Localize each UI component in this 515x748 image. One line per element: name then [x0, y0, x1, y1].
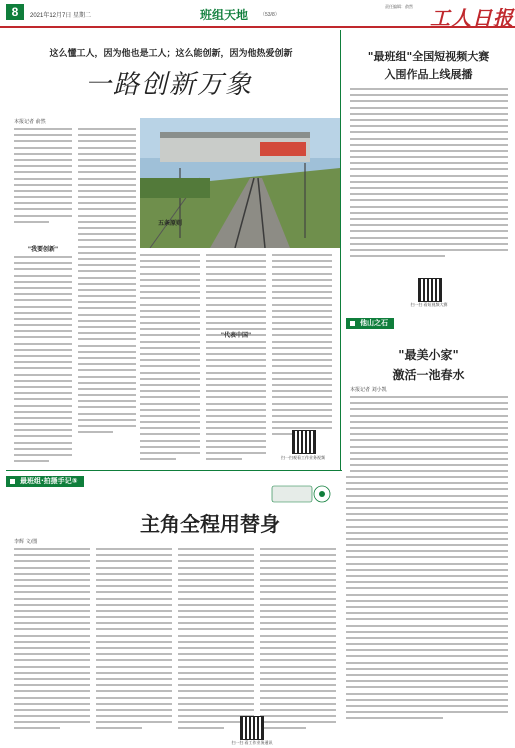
- qr-caption-lead: 扫一扫观看工作业务视频: [281, 455, 325, 460]
- lead-column-2: [78, 128, 136, 437]
- right-headline-2: 入围作品上线展播: [384, 68, 473, 81]
- lead-subhead-2: 五条原则: [157, 220, 182, 227]
- right-headline-4: 激活一池春水: [392, 368, 465, 382]
- tag-other-mountain: 他山之石: [346, 318, 394, 329]
- lead-headline: 这么懂工人，因为他也是工人；这么能创新，因为他热爱创新: [49, 49, 293, 59]
- feature-byline: 李辉 文/图: [14, 539, 38, 545]
- qr-caption-contest: 扫一扫 看短视频大赛: [410, 302, 448, 307]
- lead-column-1b: [14, 256, 72, 466]
- right-article-2: [350, 396, 508, 483]
- lead-byline: 本报记者 俞然: [14, 119, 46, 125]
- lead-column-1: [14, 128, 72, 227]
- feature-column-2: [96, 548, 172, 734]
- section-title: 班组天地: [200, 8, 249, 22]
- qr-caption-feature: 扫一扫 看工作业务通讯: [231, 740, 273, 745]
- feature-headline: 主角全程用替身: [140, 512, 280, 536]
- qr-code-feature: [240, 716, 264, 740]
- qr-code-lead: [292, 430, 316, 454]
- lead-column-3: [140, 254, 200, 464]
- lead-calligraphy-title: 一路创新万象: [84, 70, 253, 100]
- section-suffix: （53/8）: [260, 12, 280, 18]
- column-divider: [340, 30, 341, 470]
- right-article-1: [350, 88, 508, 261]
- feature-column-5: [346, 476, 508, 724]
- right-headline-1: "最班组"全国短视频大赛: [367, 50, 490, 63]
- lead-subhead-1: "我要创新": [27, 246, 59, 253]
- tag-photo-notes: 最班组·拍摄手记⑤: [6, 476, 84, 487]
- feature-column-4: [260, 548, 336, 734]
- right-byline: 本报记者 刘小凯: [350, 387, 387, 393]
- editor-contact: 责任编辑：俞然: [385, 4, 413, 9]
- masthead: [0, 0, 515, 28]
- issue-date: 2021年12月7日 星期二: [30, 13, 92, 19]
- film-ornament-icon: [270, 482, 340, 506]
- section-divider: [6, 470, 342, 471]
- feature-column-1: [14, 548, 90, 734]
- feature-column-3: [178, 548, 254, 734]
- lead-photo: [140, 118, 340, 248]
- qr-code-contest: [418, 278, 442, 302]
- lead-column-5: [272, 254, 332, 440]
- lead-subhead-3: "代表中国": [220, 332, 252, 339]
- page-number: 8: [6, 4, 24, 20]
- right-headline-3: "最美小家": [398, 348, 459, 362]
- newspaper-logo: 工人日报: [430, 6, 514, 30]
- lead-column-4: [206, 254, 266, 464]
